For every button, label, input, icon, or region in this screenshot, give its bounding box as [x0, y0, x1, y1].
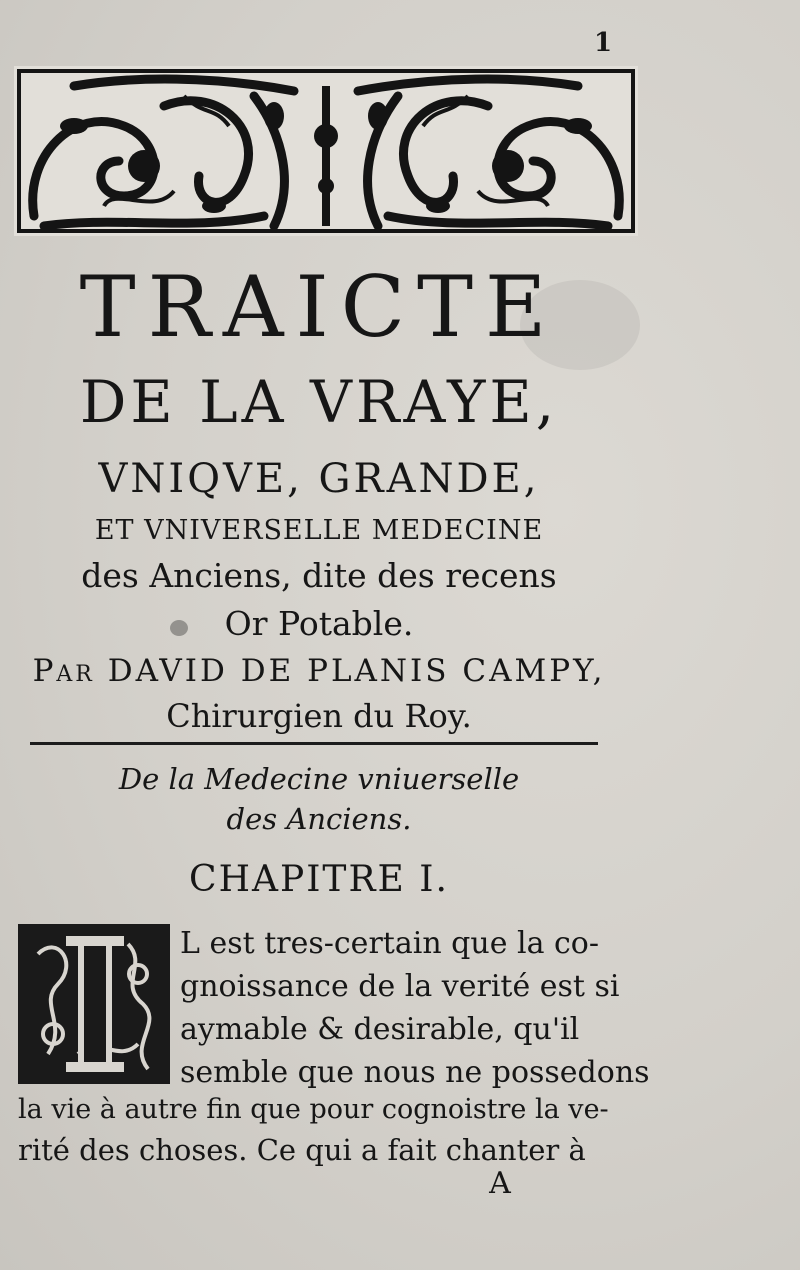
- chapter-heading: CHAPITRE I.: [189, 859, 449, 900]
- catchword: A: [489, 1166, 511, 1201]
- body-line-3: aymable & desirable, qu'il: [180, 1012, 580, 1047]
- title-line-5: des Anciens, dite des recens: [81, 556, 557, 595]
- author-title-line: Chirurgien du Roy.: [166, 697, 472, 735]
- title-line-3: VNIQVE, GRANDE,: [98, 456, 540, 502]
- body-line-1: L est tres-certain que la co-: [180, 926, 600, 961]
- title-line-4: ET VNIVERSELLE MEDECINE: [94, 515, 544, 546]
- decorated-initial-letter: [18, 924, 170, 1084]
- body-line-2: gnoissance de la verité est si: [180, 969, 620, 1004]
- body-line-6: rité des choses. Ce qui a fait chanter à: [18, 1133, 586, 1167]
- author-line: Par DAVID DE PLANIS CAMPY,: [32, 653, 606, 689]
- title-line-2: DE LA VRAYE,: [79, 368, 559, 436]
- horizontal-rule: [30, 742, 598, 745]
- body-line-5: la vie à autre fin que pour cognoistre la ve-: [18, 1094, 609, 1125]
- body-line-4: semble que nous ne possedons: [180, 1055, 650, 1090]
- ornamental-headpiece: [14, 66, 638, 236]
- title-line-1: TRAICTE: [79, 258, 559, 356]
- title-line-6: Or Potable.: [224, 604, 414, 643]
- section-heading-line-2: des Anciens.: [226, 802, 412, 836]
- section-heading-line-1: De la Medecine vniuerselle: [118, 762, 520, 796]
- page-number: 1: [593, 28, 613, 58]
